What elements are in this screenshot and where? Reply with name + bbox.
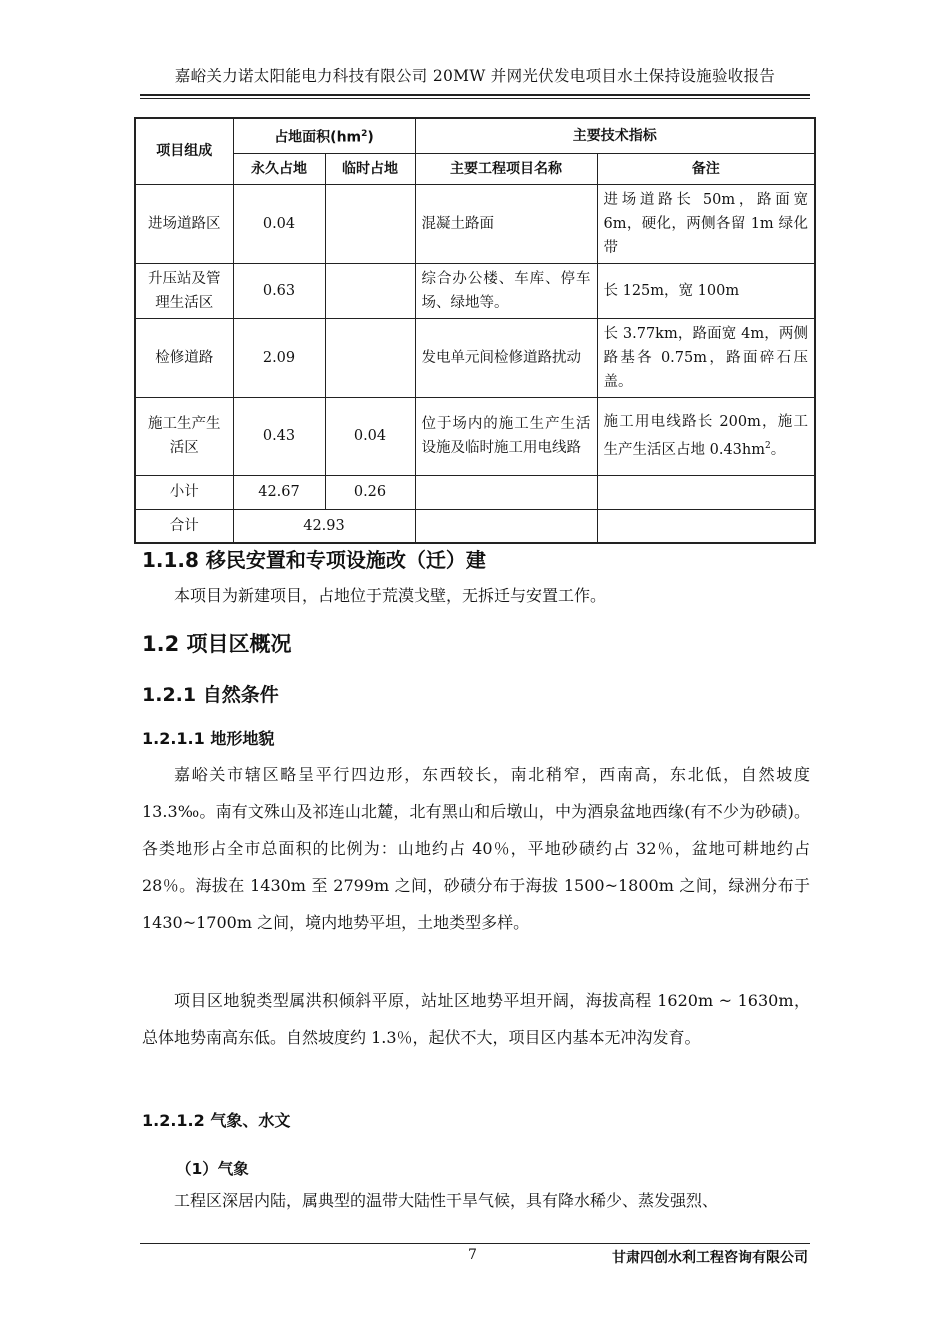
- cell-remark: 长 3.77km，路面宽 4m，两侧路基各 0.75m，路面碎石压盖。: [597, 318, 815, 397]
- paragraph-terrain: 嘉峪关市辖区略呈平行四边形，东西较长，南北稍窄，西南高，东北低，自然坡度 13.3‰。南有文殊山及祁连山北麓，北有黑山和后墩山，中为酒泉盆地西缘(有不少为砂碛)。各类地形占全市总面积的比例为：山地约占 40％，平地砂碛约占 32％，盆地可耕地约占 28％。海拔在 1430m 至 2799m 之间，砂碛分布于海拔 1500~1800m 之间，绿洲分布于 1430~1700m 之间，境内地势平坦，土地类型多样。: [142, 765, 810, 932]
- cell-total-label: 合计: [135, 509, 233, 543]
- cell-perm: 0.43: [233, 397, 325, 475]
- table-row: [135, 318, 815, 397]
- subsection-weather: （1）气象: [176, 1160, 249, 1178]
- cell-remark: [597, 475, 815, 509]
- th-area: 占地面积$(hm^2)$: [233, 118, 415, 153]
- section-heading-1-2-1-1: 1.2.1.1 地形地貌: [142, 729, 275, 748]
- paragraph-weather: 工程区深居内陆，属典型的温带大陆性干旱气候，具有降水稀少、蒸发强烈、: [174, 1191, 719, 1210]
- th-remark: 备注: [597, 153, 815, 184]
- cell-perm: 2.09: [233, 318, 325, 397]
- cell-project: [415, 475, 597, 509]
- cell-empty: [597, 509, 815, 543]
- land-use-table: [134, 117, 816, 544]
- cell-temp: 0.26: [325, 475, 415, 509]
- cell-name: 进场道路区: [135, 184, 233, 263]
- cell-empty: [415, 509, 597, 543]
- cell-temp: [325, 318, 415, 397]
- table-row-subtotal: [135, 475, 815, 509]
- table-row: [135, 184, 815, 263]
- th-tech: 主要技术指标: [415, 118, 815, 153]
- header-title: 嘉峪关力诺太阳能电力科技有限公司 20MW 并网光伏发电项目水土保持设施验收报告: [174, 67, 776, 85]
- footer-divider: [140, 1243, 810, 1244]
- cell-project: 发电单元间检修道路扰动: [415, 318, 597, 397]
- th-project: 主要工程项目名称: [415, 153, 597, 184]
- page-header: [140, 64, 810, 96]
- section-heading-1-2: 1.2 项目区概况: [142, 632, 292, 656]
- table-row: [135, 263, 815, 318]
- cell-perm: 42.67: [233, 475, 325, 509]
- section-heading-1-2-1: 1.2.1 自然条件: [142, 684, 279, 706]
- cell-remark: 长 125m，宽 100m: [597, 263, 815, 318]
- cell-name: 升压站及管理生活区: [135, 263, 233, 318]
- table-row-total: [135, 509, 815, 543]
- cell-project: 综合办公楼、车库、停车场、绿地等。: [415, 263, 597, 318]
- th-component: 项目组成: [135, 118, 233, 184]
- cell-project: 混凝土路面: [415, 184, 597, 263]
- table-row: [135, 397, 815, 475]
- cell-perm: 0.63: [233, 263, 325, 318]
- th-temporary: 临时占地: [325, 153, 415, 184]
- cell-temp: 0.04: [325, 397, 415, 475]
- th-permanent: 永久占地: [233, 153, 325, 184]
- cell-total-value: 42.93: [233, 509, 415, 543]
- cell-remark: 施工用电线路长 200m，施工生产生活区占地 $0.43hm^2$。: [597, 397, 815, 475]
- paragraph-landform: 项目区地貌类型属洪积倾斜平原，站址区地势平坦开阔，海拔高程 1620m ~ 1630m，总体地势南高东低。自然坡度约 1.3％，起伏不大，项目区内基本无冲沟发育。: [142, 991, 810, 1047]
- page-number: 7: [468, 1247, 477, 1263]
- cell-name: 检修道路: [135, 318, 233, 397]
- section-heading-1-2-1-2: 1.2.1.2 气象、水文: [142, 1111, 291, 1130]
- section-heading-1-1-8: 1.1.8 移民安置和专项设施改（迁）建: [142, 548, 486, 572]
- cell-temp: [325, 263, 415, 318]
- paragraph-resettlement: 本项目为新建项目，占地位于荒漠戈壁，无拆迁与安置工作。: [174, 586, 607, 605]
- cell-temp: [325, 184, 415, 263]
- cell-project: 位于场内的施工生产生活设施及临时施工用电线路: [415, 397, 597, 475]
- cell-remark: 进场道路长 50m，路面宽 6m，硬化，两侧各留 1m 绿化带: [597, 184, 815, 263]
- cell-name: 施工生产生活区: [135, 397, 233, 475]
- footer-company: 甘肃四创水利工程咨询有限公司: [612, 1250, 808, 1266]
- cell-name: 小计: [135, 475, 233, 509]
- cell-perm: 0.04: [233, 184, 325, 263]
